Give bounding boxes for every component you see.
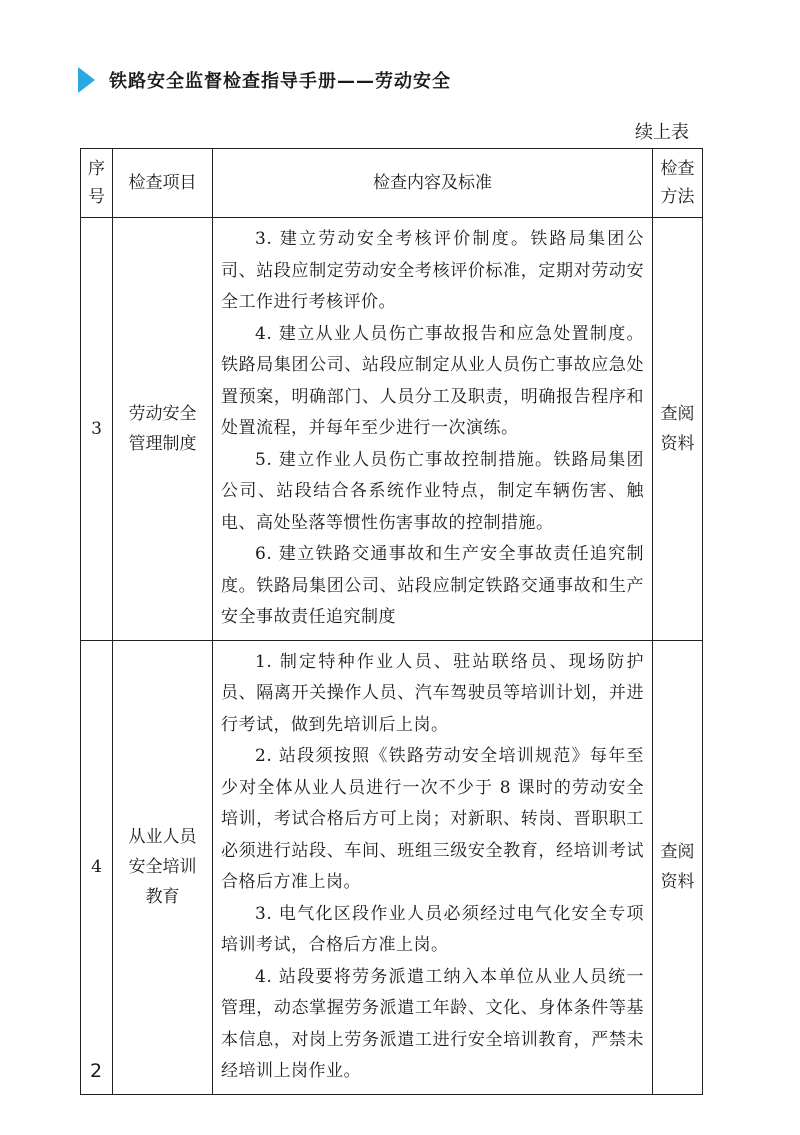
header-cell-no: 序号	[81, 149, 113, 218]
header-title: 铁路安全监督检查指导手册——劳动安全	[109, 71, 451, 92]
page-number: 2	[90, 1060, 103, 1082]
content-paragraph: 3. 建立劳动安全考核评价制度。铁路局集团公司、站段应制定劳动安全考核评价标准，定期对劳动安全工作进行考核评价。	[221, 229, 644, 312]
triangle-marker-icon	[78, 67, 95, 93]
content-paragraph: 5. 建立作业人员伤亡事故控制措施。铁路局集团公司、站段结合各系统作业特点，制定车辆伤害、触电、高处坠落等惯性伤害事故的控制措施。	[221, 449, 644, 533]
inspection-content	[213, 218, 653, 641]
inspection-method: 查阅资料	[653, 640, 703, 1094]
header-cell-method: 检查方法	[653, 149, 703, 218]
inspection-table	[80, 148, 703, 1095]
content-paragraph: 4. 建立从业人员伤亡事故报告和应急处置制度。铁路局集团公司、站段应制定从业人员伤亡事故应急处置预案，明确部门、人员分工及职责，明确报告程序和处置流程，并每年至少进行一次演练。	[221, 323, 644, 438]
header-cell-item: 检查项目	[113, 149, 213, 218]
content-paragraph: 1. 制定特种作业人员、驻站联络员、现场防护员、隔离开关操作人员、汽车驾驶员等培训计划，并进行考试，做到先培训后上岗。	[221, 651, 644, 735]
running-header	[78, 64, 451, 96]
content-paragraph: 2. 站段须按照《铁路劳动安全培训规范》每年至少对全体从业人员进行一次不少于 8 课时的劳动安全培训，考试合格后方可上岗；对新职、转岗、晋职职工必须进行站段、车间、班组三级安全教育，经培训考试合格后方准上岗。	[221, 746, 644, 892]
inspection-content	[213, 640, 653, 1094]
inspection-method: 查阅资料	[653, 218, 703, 641]
table-row	[81, 640, 703, 1094]
inspection-item: 劳动安全管理制度	[113, 218, 213, 641]
content-paragraph: 6. 建立铁路交通事故和生产安全事故责任追究制度。铁路局集团公司、站段应制定铁路交通事故和生产安全事故责任追究制度	[221, 544, 644, 627]
content-paragraph: 4. 站段要将劳务派遣工纳入本单位从业人员统一管理，动态掌握劳务派遣工年龄、文化、身体条件等基本信息，对岗上劳务派遣工进行安全培训教育，严禁未经培训上岗作业。	[221, 966, 644, 1081]
header-cell-content: 检查内容及标准	[213, 149, 653, 218]
continued-label: 续上表	[635, 122, 689, 143]
content-paragraph: 3. 电气化区段作业人员必须经过电气化安全专项培训考试，合格后方准上岗。	[221, 903, 644, 955]
row-number: 4	[81, 640, 113, 1094]
table-header-row	[81, 149, 703, 218]
inspection-item: 从业人员安全培训教育	[113, 640, 213, 1094]
row-number: 3	[81, 218, 113, 641]
table-row	[81, 218, 703, 641]
